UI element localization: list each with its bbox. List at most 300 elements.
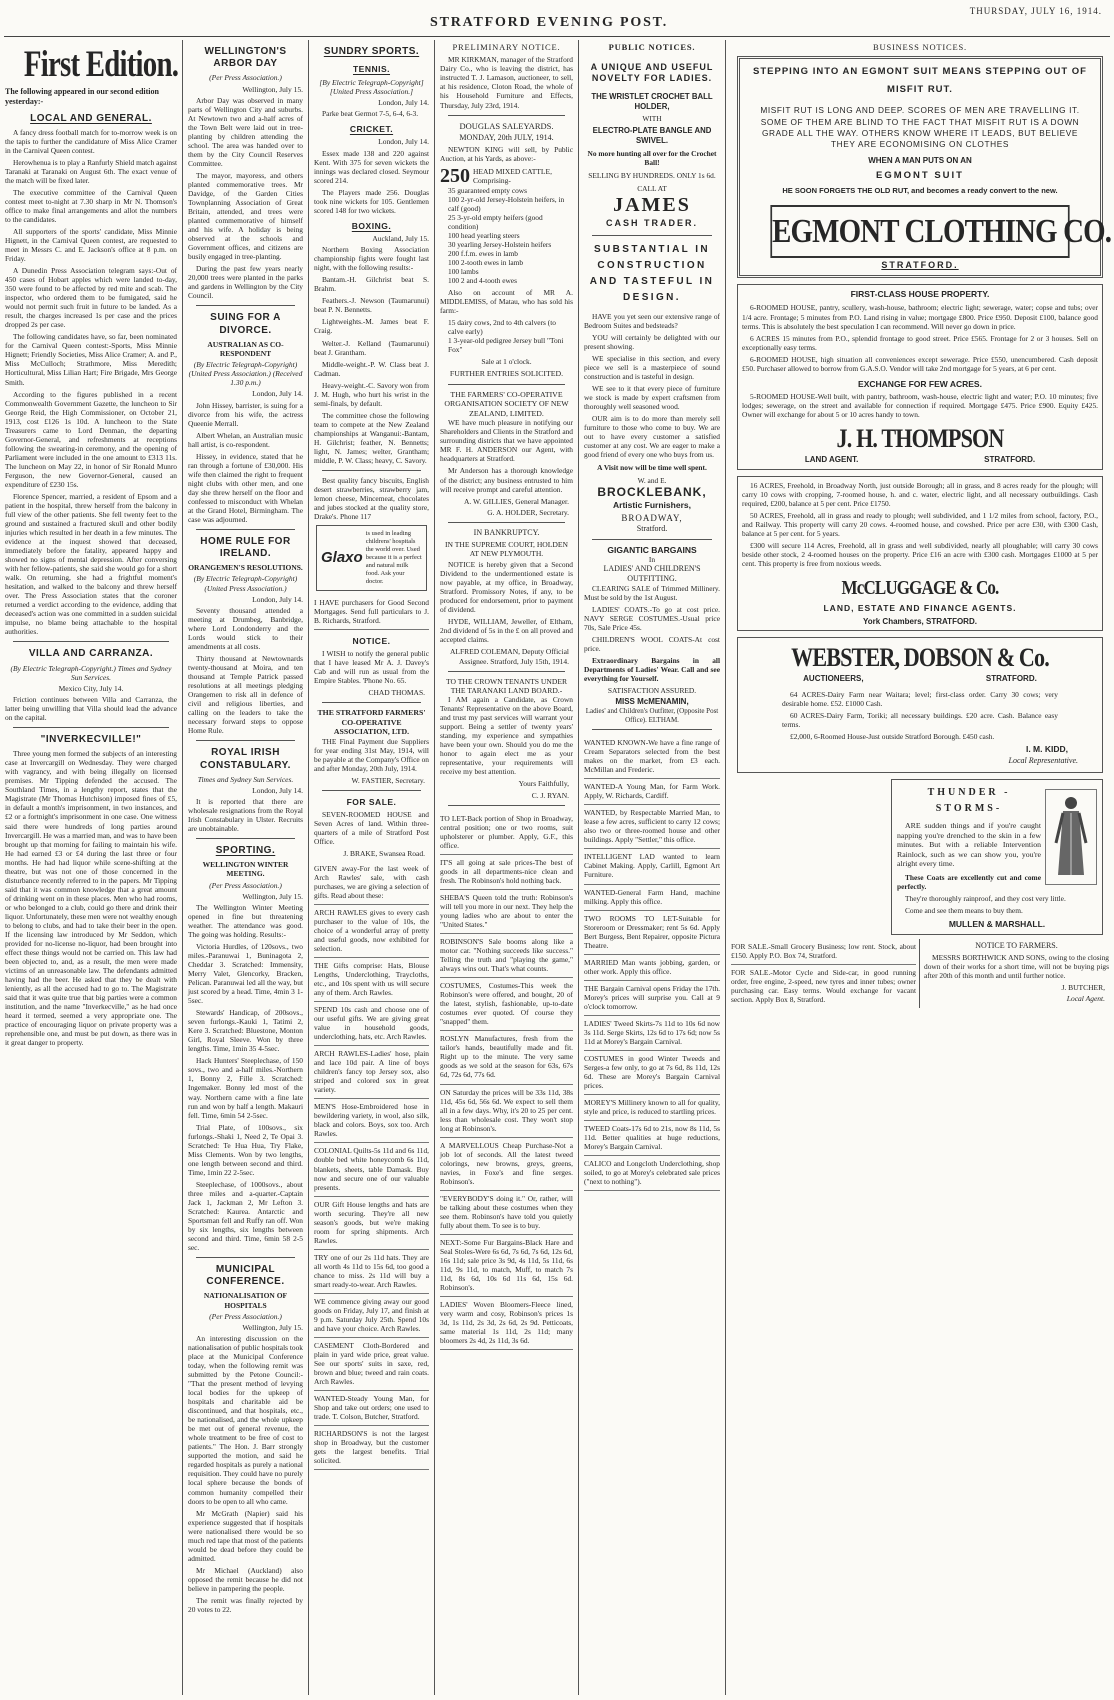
section-subheading: AUSTRALIAN AS CO-RESPONDENT [207,339,284,358]
dateline: Wellington, July 15. [242,1322,303,1332]
article-divider [322,470,421,471]
store-address: Ladies' and Children's Outfitter, (Opposite Post Office). ELTHAM. [585,707,719,724]
small-ad [731,965,916,1008]
article-divider [448,522,565,523]
news-paragraph: An interesting discussion on the nationalisation of public hospitals took place at the Municipal Conference today, when the following remit was submitted by the Petone Council:-"That the present method of levying local bodies for the upkeep of hospitals and charitable aid be discontinued, and that hospitals, etc., be nationalised, and the whole upkeep be met out of general revenue, the whole treatment to be free of cost to patients." The Hon. J. Barr strongly supported the motion, and said he regarded hospitals as purely a national requisition. They could have no purely local sphere because the bonds of common humanity compelled their doors to be open to all who came. [188,1333,303,1506]
small-ad [314,1250,429,1294]
ad-text: MISFIT RUT IS LONG AND DEEP. SCORES OF MEN ARE TRAVELLING IT. SOME OF THEM ARE BLIND TO THE FACT THAT MISFIT RUT IS A DOWN GRADE ALL THE WAY. OTHERS KNOW WHERE IT LEADS, BUT BELIEVE THEY ARE ECONOMISING ON CLOTHES [760,105,1080,150]
ad-text: 60 ACRES-Dairy Farm, Toriki; all necessary buildings. £20 acre. Cash. Balance easy terms. [782,710,1058,729]
ad-text: 6 ACRES 15 minutes from P.O., splendid frontage to good street. Price £565. Frontage for 2 or 3 houses. Sell on exceptionally easy terms. [742,333,1098,352]
small-ad [584,805,720,849]
issue-date: THURSDAY, JULY 16, 1914. [969,6,1102,16]
ad-text: FOR SALE.-Motor Cycle and Side-car, in good running order, free engine, 2-speed, new tyres and inner tubes; owner purchasing car. Easy terms. Would exchange for vacant section. Apply Box 8, Stratford. [731,968,916,1005]
agent-name: J. H. THOMPSON [836,424,1004,454]
signature: ALFRED COLEMAN, Deputy Official Assignee. Stratford, July 15th, 1914. [449,647,569,666]
section-heading: LOCAL AND GENERAL. [30,112,152,124]
ad-text: WANTED, by Respectable Married Man, to lease a few acres, sufficient to carry 12 cows; also two or three-roomed house and other buildings. Apply "Settler," this office. [584,808,720,845]
ad-text: MARRIED Man wants jobbing, garden, or other work. Apply this office. [584,957,720,976]
ad-text: WANTED KNOWN-We have a fine range of Cream Separators selected from the best makes on the market, from £3 each. McMillan and Frederic. [584,738,720,775]
signature: G. A. HOLDER, Secretary. [487,507,569,517]
store-subtitle: Artistic Furnishers, [613,499,691,510]
section-subheading: WELLINGTON WINTER MEETING. [202,860,289,879]
dateline: London, July 14. [378,137,429,147]
news-paragraph: Steeplechase, of 1000sovs., about three miles and a-quarter.-Captain Jack 1, Jackman 2, Mr Lefton 3. Scratched: Kaurea. Antarctic and Sportsman fell and Ruffy ran off. Won by six lengths, six lengths between second and third. Time, 6min 58 2-5 sec. [188,1179,303,1252]
ad-text: LADIES' Woven Bloomers-Fleece lined, very warm and cosy, Robinson's prices 1s 3d, 1s 11d, 2s 3d, 2s 6d, 2s 9d. Petticoats, same material 1s 11d, 2s 11d; many bloomers 2s 4d, 2s 11d, 3s 6d. [440,1300,573,1346]
wire-credit: (Per Press Association.) [209,880,282,890]
cattle-count: 250 [440,164,470,187]
article-divider [13,641,169,642]
small-ad [314,1197,429,1250]
ad-text: WHEN A MAN PUTS ON AN [868,156,972,166]
news-paragraph: Mr Michael (Auckland) also opposed the remit because he did not believe in pampering the people. [188,1565,303,1593]
signature: CHAD THOMAS. [368,688,425,698]
ad-text: 6-ROOMED HOUSE, pantry, scullery, wash-house, bathroom; electric light; sewerage, water; copse and tubs; over 1/4 acre. Frontage; 5 minutes from P.O. Land rising in value; mortgage £800. Price £950. Deposit £100, balance good terms. This is absolutely the best speculation I can recommend. Will never go down in price. [742,303,1098,331]
small-ad [584,1156,720,1191]
news-paragraph: The mayor, mayoress, and others planted commemorative trees. Mr Davidge, of the Garden Cities Townplanning Association of Great Britain, attended, and trees were planted commemorative of himself and his wife. A holiday is being observed at the schools and Government offices, and citizens are busily engaged in tree-planting. [188,170,303,262]
small-ad [314,1002,429,1046]
store-town: Stratford. [636,524,668,534]
news-paragraph: Trial Plate, of 100sovs., six furlongs.-Shaki 1, Need 2, Te Opai 3. Scratched: Te Hua Hua, Try Flake, Miss Clements. Won by two lengths, one length between second and third. Time, 1min 22 2-5sec. [188,1122,303,1177]
raincoat-figure [1045,789,1097,885]
store-name: JAMES [613,194,691,217]
ad-text: GIVEN away-For the last week of Arch Rawles' sale, with cash purchases, we are giving a selection of gifts. Read about these: [314,863,429,900]
section-heading: NOTICE. [352,635,391,646]
ad-text: 5-ROOMED HOUSE-Well built, with pantry, bathroom, wash-house, electric light and water; P.O. 10 minutes; five lodges; sewerage, on the street and available for connection if required. Mortgage £475. Price £900. Equity £425. Owner will exchange for about 5 or 10 acres handy to town. [742,392,1098,420]
ad-headline: SUBSTANTIAL IN CONSTRUCTION AND TASTEFUL IN DESIGN. [589,243,715,303]
news-paragraph: All supporters of the sports' candidate, Miss Minnie Hignett, in the Carnival Queen contest, are requested to meet in Messrs C. and E. Jackson's office at 8 p.m. on Friday. [5,227,177,264]
dateline: Mexico City, July 14. [58,683,124,693]
small-ad [440,890,573,934]
list-item: 200 f.f.m. ewes in lamb [448,248,518,258]
ad-text: EGMONT SUIT [876,169,964,181]
agent-address: York Chambers, STRATFORD. [863,616,977,626]
ad-text: THE Gifts comprise: Hats, Blouse Lengths, Underclothing, Traycloths, etc., and 10s spent with us will secure any of them. Arch Rawles. [314,960,429,997]
small-ad [440,934,573,978]
signature: W. FASTIER, Secretary. [351,775,425,785]
ad-text: THE Final Payment due Suppliers for year ending 31st May, 1914, will be payable at the Company's Office on and after Monday, 20th July, 1914. [314,736,429,773]
ad-text: MR KIRKMAN, manager of the Stratford Dairy Co., who is leaving the district, has instructed T. J. Lamason, auctioneer, to sell, at his residence, Cloton Road, the whole of his Household Furniture and Effects, Thursday, July 23rd, 1914. [440,55,573,110]
news-paragraph: It is reported that there are wholesale resignations from the Royal Irish Constabulary in Ulster. Recruits are unobtainable. [188,797,303,834]
small-ad [584,955,720,981]
small-ad [584,779,720,805]
list-item: 100 2-tooth ewes in lamb [448,257,524,267]
edition-intro: The following appeared in our second edition yesterday:- [5,87,159,106]
ad-text: TWO ROOMS TO LET-Suitable for Storeroom or Dressmaker; rent 5s 6d. Apply Bert Burgess, Bent Repairer, opposite Pictura Theatre. [584,913,720,950]
ad-text: ARE sudden things and if you're caught napping you're drenched to the skin in a few minutes. But with a reliable Intervention Rainlock, such as we can show you, you're alright every time. [897,821,1041,869]
ad-text: CASEMENT Cloth-Bordered and plain in yard wide price, great value. See our sports' suits in saxe, red, brown and blue; tweed and rain coats. Arch Rawles. [314,1341,429,1387]
column-4 [435,40,578,1695]
news-paragraph: A fancy dress football match for to-morrow week is on the tapis to further the candidature of Miss Alice Cramer in the Carnival Queen contest. [5,127,177,155]
cattle-heading: HEAD MIXED CATTLE, Comprising- [473,166,552,185]
news-paragraph: Bantam.-H. Gilchrist beat S. Brahm. [314,275,429,294]
stock-list [440,318,573,354]
ad-headline: THUNDER -STORMS- [927,787,1011,815]
ad-text: CALL AT [637,184,667,194]
ad-text: THE WRISTLET CROCHET BALL HOLDER, [591,92,713,111]
stock-list [440,186,573,285]
agent-title: AUCTIONEERS, [803,674,864,684]
news-paragraph: Hissey, in evidence, stated that he ran through a fortune of £30,000. His wife then claimed the right to frequent night clubs with other men, and one day she threw herself on the floor and confessed to misconduct with Whelan at the Grand Hotel, Birmingham. The case was adjourned. [188,451,303,524]
news-paragraph: The executive committee of the Carnival Queen contest meet to-night at 7.30 sharp in Mr N. Thomson's office to make final arrangements and allot the numbers to the candidates. [5,187,177,224]
column-heading: BUSINESS NOTICES. [873,42,967,52]
small-ad [440,1297,573,1350]
news-paragraph: Victoria Hurdles, of 120sovs., two miles.-Paranuwai 1, Buninagota 2, Cheddar 3. Scratched: Immensity, Merry Valet, Glencorky, Bracken, Pelican. Paranuwai led all the way, but just scored by a head. Time, 4min 3 1-5sec. [188,942,303,1006]
wire-credit: [By Electric Telegraph-Copyright] [United Press Association.] [319,77,424,96]
list-item: 15 dairy cows, 2nd to 4th calvers (to calve early) [448,318,556,337]
notice-heading: THE FARMERS' CO-OPERATIVE ORGANISATION SOCIETY OF NEW ZEALAND, LIMITED. [444,389,569,418]
logo-town: STRATFORD. [881,260,959,271]
article-divider [13,727,169,728]
glaxo-advertisement [316,525,427,590]
news-paragraph: Welter.-J. Kelland (Taumarunui) beat J. Grantham. [314,338,429,357]
article-divider [196,740,295,741]
news-paragraph: The remit was finally rejected by 20 votes to 22. [188,1595,303,1614]
ad-text: TRY one of our 2s 11d hats. They are all worth 4s 11d to 15s 6d, too good a chance to miss. 2s 11d will buy a smart ready-to-wear. Arch Rawles. [314,1252,429,1289]
ad-text: TO LET-Back portion of Shop in Broadway, central position; one or two rooms, suit upholsterer or plumber. Apply, G.F., this office. [440,813,573,850]
news-paragraph: The Wellington Winter Meeting opened in fine but threatening weather. The attendance was good. The going was holding. Results:- [188,902,303,939]
news-paragraph: Seventy thousand attended a meeting at Drumbeg, Banbridge, where Lord Londonderry and the Lords would stick to their amendments at all costs. [188,605,303,652]
section-heading: SUNDRY SPORTS. [323,46,420,57]
wire-credit: (By Electric Telegraph-Copyright) (United Press Association.) (Received 1.30 p.m.) [188,360,303,388]
ad-text: 6-ROOMED HOUSE, high situation all conveniences except sewerage. Price £550, unencumbered. Cash deposit £50. Purchaser allowed to borrow from G.A.S.O. Vendor will take 2nd mortgage for 5 years, at 6 per cent. [742,354,1098,373]
ad-text: CHILDREN'S WOOL COATS-At cost price. [584,635,720,654]
ad-text: HYDE, WILLIAM, Jeweller, of Eltham, 2nd dividend of 5s in the £ on all proved and accepted claims. [440,617,573,645]
section-heading: SUING FOR A DIVORCE. [210,312,281,336]
ad-text: "EVERYBODY'S doing it." Or, rather, will be talking about these costumes when they see them. Robinson's have told you quietly fully about them. To see is to buy. [440,1193,573,1230]
small-ad [314,1143,429,1196]
notice-subheading: IN THE SUPREME COURT, HOLDEN AT NEW PLYMOUTH. [444,539,569,558]
dateline: London, July 14. [252,594,303,604]
ad-text: £300 will secure 114 Acres, Freehold, all in grass and well subdivided, nearly all ploughable; will carry 30 cows beside other stock, 2 4-roomed houses on the property. Price £16 an acre with £300 cash. Mortgages £1000 at 5 per cent. This property is free from noxious weeds. [742,540,1098,568]
column-2 [183,40,308,1695]
news-paragraph: A Dunedin Press Association telegram says:-Out of 450 cases of Hobart apples which were landed to-day, 350 were found to be affected by red mite and scab. The inspector, who ordered them to be fumigated, said he would not permit such fruit in future to be landed. As a result, the charges increased 1s per case and the prices dropped 2s per case. [5,266,177,330]
news-paragraph: Middle-weight.-P. W. Class beat J. Cadman. [314,359,429,378]
signature: J. BUTCHER, [1061,982,1105,992]
signature: I. M. KIDD, [1025,744,1068,755]
dateline: London, July 14. [252,389,303,399]
small-ad [584,1051,720,1095]
ad-text: SHEBA'S Queen told the truth: Robinson's will tell you more in our next. They help the young ladies who are about to enter the "United States." [440,892,573,930]
small-ad [584,1095,720,1121]
article-divider [592,729,712,730]
news-paragraph: Albert Whelan, an Australian music hall artist, is co-respondent. [188,430,303,449]
news-paragraph: During the past few years nearly 20,000 trees were planted in the parks and gardens in Wellington by the City Council. [188,264,303,301]
ad-text: SELLING BY HUNDREDS. ONLY 1s 6d. [588,171,716,181]
small-ad [731,939,916,965]
list-item: 100 2-yr-old Jersey-Holstein heifers, in calf (good) [448,194,565,213]
column-3 [309,40,434,1695]
small-ad [584,911,720,955]
article-divider [196,305,295,306]
news-paragraph: According to the figures published in a recent Commonwealth Government Gazette, the luncheon to Sir George Reid, the High Commissioner, on October 21, 1913, cost £126 1s 10d. A luncheon to the State Treasurers came to Lord Denman, the departing Governor-General, and refreshments at receptions following the swearing-in ceremony, and the opening of Parliament were included in the one amount to £313 11s. The luncheon on May 22, in honor of Sir Ronald Munro Ferguson, the new Governor-General, caused an expenditure of £230 15s. [5,389,177,489]
glaxo-logo: Glaxo [321,548,363,566]
notice-heading: NOTICE TO FARMERS. [975,941,1058,951]
article-divider [448,115,565,116]
ad-text: 50 ACRES, Freehold, all in grass and ready to plough; well subdivided, and 1 1/2 miles from school, factory, P.O., and Railway. This property will carry 20 cows. 4-roomed house, and cowshed. Price per acre £30, with £300 Cash, balance at 5 per cent. for 5 years. [742,510,1098,538]
news-paragraph: Stewards' Handicap, of 200sovs., seven furlongs.-Kauki 1, Tatimi 2, Kere 3. Scratched: Bluestone, Monton Girl, Royal Sleeve. Won by three lengths. Time, 1min 35 4-5sec. [188,1008,303,1054]
news-paragraph: Arbor Day was observed in many parts of Wellington City and suburbs. At Newtown two and a-half acres of the Town Belt were laid out in tree-planting by children attending the school. The area was handed over to them by the City Council Reserves Committee. [188,95,303,168]
signature: Local Representative. [1008,756,1078,766]
agent-line [742,674,1098,684]
advertisement: Best quality fancy biscuits, English desert strawberries, strawberry jam, lemon cheese, Mincemeat, chocolates and jubes stocked at the quality store, Drake's. Phone 117 [314,475,429,522]
ad-text: £2,000, 6-Roomed House-Just outside Stratford Borough. £450 cash. [790,731,995,741]
agent-town: STRATFORD. [985,674,1037,684]
agent-line [742,455,1098,465]
ad-text: NEWTON KING will sell, by Public Auction, at his Yards, as above:- [440,144,573,163]
ad-text: OUR aim is to do more than merely sell furniture to those who come to buy. We are out to have every customer a satisfied customer at any cost. We are eager to make a good friend of every one who buys from us. [584,414,720,460]
for-sale-notices [731,939,916,1008]
small-ad [440,978,573,1031]
signature: C. J. RYAN. [531,790,569,800]
ad-text: ROSLYN Manufactures, fresh from the tailor's hands, beautifully made and fit. Right up to the minute. The very same goods as we sold at the season for 63s, 67s 6d, 72s 6d, 77s 6d. [440,1034,573,1080]
store-name: MISS McMENAMIN, [615,697,689,707]
ad-text: ARCH RAWLES gives to every cash purchaser to the value of 10s, the choice of a wonderful array of pretty and useful goods, now exhibited for selection. [314,907,429,953]
raincoat-figure-icon [1051,793,1091,881]
ad-text: WANTED-General Farm Hand, machine milking. Apply this office. [584,887,720,906]
small-ad [314,1338,429,1391]
section-heading: "INVERKECVILLE!" [40,734,142,746]
news-paragraph: Northern Boxing Association championship fights were fought last night, with the following results:- [314,245,429,273]
section-subheading: ORANGEMEN'S RESOLUTIONS. [188,563,303,573]
ad-text: These Coats are excellently cut and come perfectly. [897,872,1041,891]
ad-text: HE SOON FORGETS THE OLD RUT, and becomes a ready convert to the new. [782,185,1058,195]
wire-credit: Times and Sydney Sun Services. [197,774,294,784]
news-paragraph: The committee chose the following team to compete at the New Zealand championships at Wanganui:-Bantam, H. Gilchrist; feather, N. Bennetts; light, N. James; welter, Grantham; middle, P. W. Class; heavy, C. Savory. [314,410,429,465]
small-ad [584,735,720,779]
ad-headline: EXCHANGE FOR FEW ACRES. [858,378,982,389]
small-ad [314,1426,429,1470]
dateline: Wellington, July 15. [242,84,303,94]
store-name: MULLEN & MARSHALL. [948,918,1046,929]
list-item: 100 2 and 4-tooth ewes [448,276,517,286]
section-heading: FOR SALE. [346,797,397,807]
ad-text: FOR SALE.-Small Grocery Business; low rent. Stock, about £150. Apply P.O. Box 74, Stratford. [731,942,916,961]
ad-text: SATISFACTION ASSURED. [607,686,697,696]
advertisement [314,595,429,630]
news-paragraph: Parke beat Germot 7-5, 6-4, 6-3. [322,108,419,118]
ad-text: WE specialise in this section, and every piece we sell is a masterpiece of sound construction and is tasteful in design. [584,353,720,381]
small-ad [440,855,573,890]
news-paragraph: Florence Spencer, married, a resident of Epsom and a patient in the hospital, threw herself from the balcony in full view of the other patients. She fell twenty feet to the ground and sustained a fractured skull and other bodily injuries which resulted in her death in a few minutes. The evidence at the inquest showed that deceased, immediately before the fatality, appeared happy and showed no signs of mental depression. After conversing with her fellow-patients, she said she would go for a short walk. On returning, she had a frightful moment's hesitation, and walked to the balcony and threw herself over. The Press Association states that the coroner returned a verdict according to the evidence, adding that deceased's action was one committed in a sudden suicidal impulse, no blame being attachable to the hospital authorities. [5,491,177,637]
section-heading: SPORTING. [215,845,276,857]
thompson-advertisement [737,284,1103,470]
ad-text: 64 ACRES-Dairy Farm near Waitara; level; first-class order. Carry 30 cows; very desirable home. £52. £1000 Cash. [782,689,1058,708]
list-item: 1 3-year-old pedigree Jersey bull "Toni Fox" [448,336,564,355]
agent-name: WEBSTER, DOBSON & Co. [791,643,1049,673]
column-heading: PUBLIC NOTICES. [608,42,696,52]
small-ad [314,861,429,905]
mccluggage-advertisement [737,476,1103,632]
list-item: 35 guaranteed empty cows [448,185,528,195]
signature: Local Agent. [1066,994,1105,1004]
ad-text: W. and E. [637,476,667,486]
ad-headline: LADIES' AND CHILDREN'S OUTFITTING. [603,564,701,584]
news-paragraph: Mr McGrath (Napier) said his experience suggested that if hospitals were nationalised there would be so much red tape that most of the patients would be dead before they could be admitted. [188,1508,303,1563]
wire-credit: (By Electric Telegraph-Copyright.) Times and Sydney Sun Services. [10,663,172,682]
ad-text: INTELLIGENT LAD wanted to learn Cabinet Making. Apply, Carlill, Egmont Art Furniture. [584,852,720,880]
section-heading: WELLINGTON'S ARBOR DAY [204,46,287,70]
small-ad [584,1121,720,1156]
sale-date: MONDAY, 20th JULY, 1914. [459,132,554,142]
news-paragraph: Herowhenua is to play a Ranfurly Shield match against Taranaki at Taranaki on August 6th. The exact venue of the match will be fixed later. [5,157,177,185]
notice-heading: THE STRATFORD FARMERS' CO-OPERATIVE ASSOCIATION, LTD. [317,708,426,737]
news-paragraph: Heavy-weight.-C. Savory won from J. M. Hugh, who hurt his wrist in the semi-finals, by default. [314,380,429,408]
list-item: 25 3-yr-old empty heifers (good condition) [448,212,543,231]
article-divider [448,384,565,385]
section-subheading: BOXING. [351,220,392,231]
newspaper-title: STRATFORD EVENING POST. [430,15,669,30]
ad-headline: FIRST-CLASS HOUSE PROPERTY. [850,289,990,300]
article-divider [322,702,421,703]
notice-heading: PRELIMINARY NOTICE. [452,42,561,52]
ad-text: A MARVELLOUS Cheap Purchase-Not a job lot of seconds. All the latest tweed colorings, new browns, greys, greens, navies, in Foxe's and fine serges. Robinson's. [440,1140,573,1186]
ad-text: WE see to it that every piece of furniture we stock is made by expert craftsmen from thoroughly well seasoned wood. [584,384,720,412]
masthead [0,0,1114,38]
section-heading: HOME RULE FOR IRELAND. [200,535,291,560]
ad-headline: GIGANTIC BARGAINS [607,545,697,556]
news-paragraph: Thirty thousand at Newtownards twenty-thousand at Moira, and ten thousand at Temple Patrick passed resolutions at all meetings pledging Orangemen to risk all in defence of civil and religious liberties, and calling on the leaders to take the necessary forward steps to oppose Home Rule. [188,654,303,736]
small-ad [440,811,573,855]
ad-headline: A UNIQUE AND USEFUL NOVELTY FOR LADIES. [590,62,714,84]
article-divider [196,1257,295,1258]
ad-text: THE Bargain Carnival opens Friday the 17th. Morey's prices will surprise you. Call at 9 o'clock tomorrow. [584,983,720,1011]
list-item: 100 lambs [448,267,479,276]
ad-text: Come and see them means to buy them. [905,905,1023,915]
ad-text: MOREY'S Millinery known to all for quality, style and price, is reduced to startling prices. [584,1098,720,1117]
list-item: 100 head yearling steers [448,230,520,240]
bottom-notices [731,939,1109,1008]
ad-text: I WISH to notify the general public that I have leased Mr A. J. Davey's Cab and will run as usual from the Empire Stables. 'Phone No. 65. [314,648,429,686]
small-ad [314,905,429,958]
signature: Yours Faithfully, [518,779,569,789]
ad-text: CLEARING SALE of Trimmed Millinery. Must be sold by the 1st August. [584,583,720,602]
small-ad [314,1099,429,1143]
news-paragraph: Hack Hunters' Steeplechase, of 150 sovs., two and a-half miles.-Northern 1, Bonny 2, Fille 3. Scratched: Ingemaker. Bonny led most of the way. Northern came with a fine late run and won by half a length. Makauri fell. Time, 6min 54 2-5sec. [188,1056,303,1120]
small-ad [314,1294,429,1338]
small-ad [440,1031,573,1084]
news-paragraph: Essex made 138 and 220 against Kent. With 375 for seven wickets the innings was declared closed. Seymour scored 214. [314,148,429,185]
ad-text: SEVEN-ROOMED HOUSE and Seven Acres of land. Within three-quarters of a mile of Stratford Post Office. [314,810,429,847]
list-item: 30 yearling Jersey-Holstein heifers [448,239,552,249]
dateline: London, July 14. [252,785,303,795]
ad-text: Extraordinary Bargains in all Departments of Ladies' Wear. Call and see everything for Yourself. [584,656,720,684]
store-subtitle: CASH TRADER. [605,217,698,228]
small-ad [584,981,720,1016]
article-divider [448,671,565,672]
ad-text: OUR Gift House lengths and hats are worth securing. They're all new season's goods, but we're making room for spring shipments. Arch Rawles. [314,1199,429,1245]
ad-text: LADIES' Tweed Skirts-7s 11d to 10s 6d now 3s 11d. Serge Skirts, 12s 6d to 17s 6d; now 5s 11d at Morey's Bargain Carnival. [584,1018,720,1046]
small-ad [440,1191,573,1235]
small-ad [584,885,720,911]
glaxo-text: is used in leading childrens' hospitals the world over. Used because it is a perfect and natural milk food. Ask your doctor. [365,530,422,585]
section-subheading: NATIONALISATION OF HOSPITALS [203,1291,288,1310]
news-paragraph: Friction continues between Villa and Carranza, the latter being unwilling that Villa should lead the advance on the capital. [5,694,177,723]
agent-town: STRATFORD. [984,454,1036,464]
wire-credit: (Per Press Association.) [209,73,282,83]
notice-heading: TO THE CROWN TENANTS UNDER THE TARANAKI LAND BOARD.- [445,676,568,695]
thunderstorm-advertisement [891,779,1103,935]
ad-text: COSTUMES in good Winter Tweeds and Serges-a few only, to go at 7s 6d, 8s 11d, 12s 6d. These are Morey's Bargain Carnival prices. [584,1053,720,1091]
article-divider [322,790,421,791]
small-ad [440,1235,573,1297]
ad-text: I AM again a Candidate, as Crown Tenants' Representative on the above Board, and trust my past services will warrant your support. Being a settler of twenty years' standing, my experience and sympathies have been your own. Should you do me the honor to again elect me as your representative, your requirements will receive my best attention. [440,695,573,777]
signature: A. W. GILLIES, General Manager. [464,496,569,506]
agent-title: LAND AGENT. [804,454,859,464]
news-paragraph: The following candidates have, so far, been nominated for the Carnival Queen contest:-Sports, Miss Minnie Hignett; Friendly Societies, Miss Alice Cramer; A. and P., Miss McCulloch; Strathmore, Miss Meredith; Horticultural, Miss Lilian Hart; Fire Brigade, Mrs George Smith. [5,332,177,387]
signature: J. BRAKE, Swansea Road. [343,849,425,859]
ad-text: COLONIAL Quilts-5s 11d and 6s 11d, double bed white honeycomb 6s 11d, blankets, sheets, table Damask. Buy now and secure one of our valuable presents. [314,1146,429,1192]
article-divider [592,235,712,236]
edition-heading: First Edition. [23,44,179,85]
ad-text: CALICO and Longcloth Underclothing, shop soiled, to go at Morey's celebrated sale prices ("next to nothing"). [584,1159,720,1187]
ad-text: In [648,555,656,565]
ad-text: COSTUMES, Costumes-This week the Robinson's were offered, and bought, 20 of the latest, stylish, fashionable, up-to-date costumes ever quoted. Of course they "snapped" them. [440,981,573,1027]
news-paragraph: John Hissey, barrister, is suing for a divorce from his wife, the actress Queenie Merrall. [188,400,303,428]
ad-text: SPEND 10s cash and choose one of our useful gifts. We are giving great value in household goods, underclothing, hats, etc. Arch Rawles. [314,1005,429,1042]
ad-text: Mr Anderson has a thorough knowledge of the district; any business entrusted to him will receive prompt and careful attention. [440,466,573,494]
column-1 [0,40,182,1695]
small-ad [440,1085,573,1138]
ad-text: I HAVE purchasers for Good Second Mortgages. Send full particulars to J. B. Richards, Stratford. [314,597,429,625]
ad-text: WE have much pleasure in notifying our Shareholders and Clients in the Stratford and surrounding districts that we have appointed MR F. H. ANDERSON our Agent, with headquarters at Stratford. [440,418,574,464]
news-paragraph: Three young men formed the subjects of an interesting case at Invercargill on Wednesday. They were charged with vagrancy, and with being illegally on licensed premises. Mr Tipping defended the accused. The Southland Times, in a lengthy report, states that the Magistrate (Mr Thomas Hutchison) imposed fines of £5, in default a month's imprisonment, in two instances, and £2 or a fortnight's imprisonment in one case. One witness said there were hundreds of long parties around Invercargill. He was a married man, and was to have been brought up that morning for failing to maintain his wife. He had earned £3 or £4 during the last three or four months. He had had liquor while scene-shifting at the theatre, but was not one of those concerned in the disturbance recently referred to in the papers. Mr Tipping said that it was common knowledge that a great amount of drinking went on in these places. Men who had rooms, or who belonged to a club, could go there and drink their liquor. Unfortunately, these men were not wealthy enough to belong to clubs, and had to take their beer in the open. If the licensing law introduced by Mr Seddon, which provided for no-license no-liquor, had been brought into effect these things would not be carried on. This law had been objected to, and, as a result, the men were made victims of an unreasonable law. The defendants admitted having had the beer. He asked that they be dealt with leniently, as all the accused had to go to. The Magistrate said that it was quite true that big parties were a common institution, and the name "Inverkecville," as he had once heard it termed, seemed a very appropriate one. The practice of encouraging liquor on private property was a reprehensible one, and must be put down, as there was in it great danger to property. [5,749,177,1048]
agent-title: LAND, ESTATE AND FINANCE AGENTS. [823,603,1017,614]
ad-text: ON Saturday the prices will be 33s 11d, 38s 11d, 45s 6d, 56s 6d. We expect to sell them all in a few days. Why, it's 20 to 25 per cent. less than wholesale cost. They won't stop long at Robinson's. [440,1087,573,1133]
small-ad [314,1046,429,1099]
section-heading: VILLA AND CARRANZA. [28,648,154,660]
ad-text: Also on account of MR A. MIDDLEMISS, of Matau, who has sold his farm:- [440,288,573,316]
small-ad [584,849,720,884]
ad-text: NEXT:-Some Fur Bargains-Black Hare and Seal Stoles-Were 6s 6d, 7s 6d, 7s 6d, 12s 6d, 16s 11d; sale price 3s 9d, 4s 11d, 5s 11d, 6s 11d, 9s 11d, to match, Muff, to match 7s 11d, 8s 6d, 10s 6d 11s 6d, 15s 6d. Robinson's. [440,1237,573,1293]
agent-name: McCLUGGAGE & Co. [841,576,999,599]
section-heading: MUNICIPAL CONFERENCE. [206,1264,285,1288]
ad-text: LADIES' COATS.-To go at cost price. NAVY SERGE COSTUMES.-Usual price 70s, Sale Price 45s. [584,605,720,633]
ad-text: WE commence giving away our good goods on Friday, July 17, and finish at 9 p.m. Saturday July 25th. Spend 10s and have your choice. Arch Rawles. [314,1296,429,1333]
sale-time: Sale at 1 o'clock. [481,357,532,367]
notice-heading: IN BANKRUPTCY. [473,527,540,537]
webster-advertisement [737,637,1103,773]
small-ad [314,958,429,1002]
ad-text: WITH [642,114,662,124]
ad-text: ELECTRO-PLATE BANGLE AND SWIVEL. [592,126,712,145]
article-divider [196,838,295,839]
ad-text: MESSRS BORTHWICK AND SONS, owing to the closing down of their works for a short time, will not be buying pigs after 20th of this month and until further notice. [924,952,1109,980]
ad-text: No more hunting all over for the Crochet Ball! [587,149,717,168]
ad-headline: STEPPING INTO AN EGMONT SUIT MEANS STEPPING OUT OF MISFIT RUT. [753,66,1087,96]
small-ad [584,1016,720,1051]
ad-text: NOTICE is hereby given that a Second Dividend to the undermentioned estate is now payable, at my office, in Broadway, Stratford. Promissory Notes, if any, to be produced for endorsement, prior to payment of dividend. [440,560,573,615]
article-divider [592,539,712,540]
egmont-advertisement [737,56,1112,278]
news-paragraph: The Players made 256. Douglas took nine wickets for 105. Gentlemen scored 148 for two wickets. [314,187,429,215]
ad-text: ARCH RAWLES-Ladies' hose, plain and lace 10d pair. A line of boys children's fancy top Jersey sox, also striped and colored sox in great variety. [314,1049,429,1095]
ad-text: RICHARDSON'S is not the largest shop in Broadway, but the customer gets the largest benefits. Trial solicited. [314,1429,429,1466]
notice-heading: DOUGLAS SALEYARDS. [459,120,554,131]
ad-text: ROBINSON'S Sale booms along like a motor car. "Nothing succeeds like success." Telling the truth and "playing the game," always wins out. That's what counts. [440,937,573,974]
dateline: London, July 14. [378,97,429,107]
notice-heading: FURTHER ENTRIES SOLICITED. [449,369,564,379]
section-subheading: CRICKET. [349,124,394,134]
ad-text: WANTED-Steady Young Man, for Shop and take out orders; one used to trade. T. Colson, Butcher, Stratford. [314,1394,429,1422]
store-name: BROCKLEBANK, [597,485,707,500]
ad-text: YOU will certainly be delighted with our present showing. [584,332,720,351]
article-divider [448,805,565,806]
ad-text: A Visit now will be time well spent. [597,463,707,473]
egmont-logo: EGMONT CLOTHING CO. [770,205,1069,258]
article-divider [196,529,295,530]
ad-text: MEN'S Hose-Embroidered hose in bewildering variety, in wool, also silk, black and colors. Boys, sox too. Arch Rawles. [314,1102,429,1139]
ad-text: WANTED-A Young Man, for Farm Work. Apply, W. Richards, Cardiff. [584,782,720,801]
